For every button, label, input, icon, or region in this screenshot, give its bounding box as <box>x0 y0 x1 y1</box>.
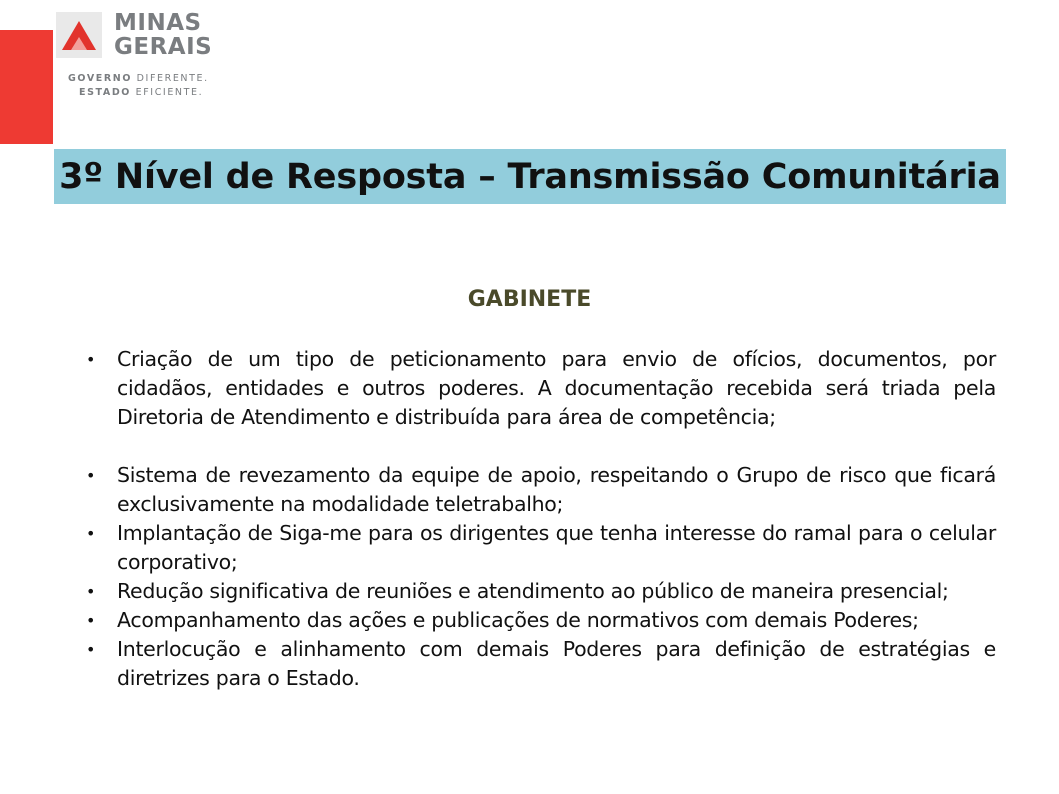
logo-tagline <box>68 72 209 100</box>
bullet-item <box>86 461 996 519</box>
bullet-item <box>86 635 996 693</box>
tagline-2-bold: ESTADO <box>79 87 131 98</box>
tagline-1-rest: DIFERENTE. <box>132 73 209 84</box>
bullet-list <box>86 345 996 693</box>
bullet-dot-icon: • <box>86 524 96 543</box>
logo-wordmark <box>114 11 212 59</box>
bullet-item <box>86 519 996 577</box>
bullet-item <box>86 577 996 606</box>
bullet-item <box>86 606 996 635</box>
bullet-dot-icon: • <box>86 582 96 601</box>
bullet-text: Implantação de Siga-me para os dirigentes que tenha interesse do ramal para o celular corporativo; <box>117 521 996 574</box>
title-band <box>54 149 1006 204</box>
bullet-item <box>86 345 996 432</box>
bullet-dot-icon: • <box>86 640 96 659</box>
bullet-text: Interlocução e alinhamento com demais Poderes para definição de estratégias e diretrizes para o Estado. <box>117 637 996 690</box>
bullet-dot-icon: • <box>86 611 96 630</box>
bullet-text: Criação de um tipo de peticionamento para envio de ofícios, documentos, por cidadãos, entidades e outros poderes. A documentação recebida será triada pela Diretoria de Atendimento e distribuída para área de competência; <box>117 347 996 429</box>
minas-gerais-logo <box>56 12 256 102</box>
logo-name-line1: MINAS <box>114 10 202 36</box>
section-heading: GABINETE <box>467 287 592 312</box>
tagline-2-rest: EFICIENTE. <box>131 87 204 98</box>
bullet-dot-icon: • <box>86 466 96 485</box>
triangle-logo-icon <box>56 12 102 58</box>
accent-red-bar <box>0 30 53 144</box>
page-title: 3º Nível de Resposta – Transmissão Comunitária <box>59 156 1001 197</box>
tagline-1-bold: GOVERNO <box>68 73 133 84</box>
bullet-text: Redução significativa de reuniões e atendimento ao público de maneira presencial; <box>117 579 949 603</box>
bullet-dot-icon: • <box>86 350 96 369</box>
bullet-text: Sistema de revezamento da equipe de apoio, respeitando o Grupo de risco que ficará exclusivamente na modalidade teletrabalho; <box>117 463 996 516</box>
logo-name-line2: GERAIS <box>114 34 213 60</box>
bullet-text: Acompanhamento das ações e publicações de normativos com demais Poderes; <box>117 608 919 632</box>
